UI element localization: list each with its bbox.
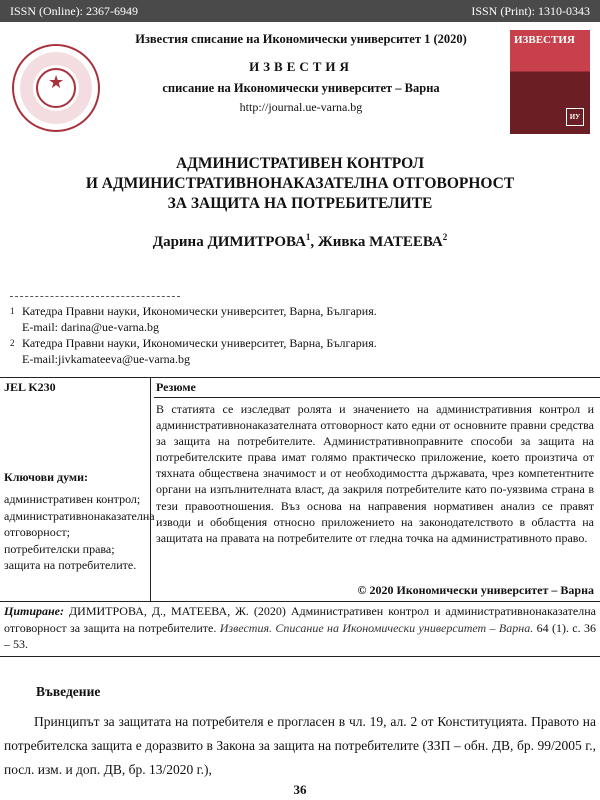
journal-line: Известия списание на Икономически университет 1 (2020) bbox=[135, 32, 467, 46]
rule-resume bbox=[154, 397, 600, 398]
intro-paragraph: Принципът за защитата на потребителя е прогласен в чл. 19, ал. 2 от Конституцията. Правото на потребителска защита е доразвито в Закона за защита на потребителите (ЗЗП – обн. ДВ, бр. 99/2005 г., посл. изм. и доп. ДВ, бр. 13/2020 г.), bbox=[4, 714, 596, 777]
footnote-email[interactable]: E-mail:jivkamateeva@ue-varna.bg bbox=[22, 352, 190, 366]
resume-column bbox=[156, 380, 594, 395]
footnote-number: 1 bbox=[10, 306, 15, 316]
title-line-1: АДМИНИСТРАТИВЕН КОНТРОЛ bbox=[175, 155, 425, 172]
journal-cover-icon bbox=[510, 30, 590, 134]
footnote-2 bbox=[10, 335, 590, 367]
cover-title: ИЗВЕСТИЯ bbox=[514, 34, 575, 46]
authors bbox=[0, 232, 600, 251]
citation-text: ДИМИТРОВА, Д., МАТЕЕВА, Ж. (2020) Административен контрол и административнонаказателна отговорност за защита на потребителите. bbox=[4, 604, 596, 635]
title-line-2: И АДМИНИСТРАТИВНОНАКАЗАТЕЛНА ОТГОВОРНОСТ bbox=[85, 175, 515, 192]
column-divider bbox=[150, 377, 151, 602]
journal-info bbox=[112, 30, 490, 115]
rule-citation bbox=[0, 601, 600, 602]
journal-subtitle: списание на Икономически университет – Варна bbox=[162, 81, 440, 95]
footnote-number: 2 bbox=[10, 338, 15, 348]
keywords-heading: Ключови думи: bbox=[4, 470, 89, 484]
article-title bbox=[0, 154, 600, 214]
author-separator: , bbox=[310, 234, 318, 250]
author-2-sup: 2 bbox=[442, 232, 448, 242]
footnote-email[interactable]: E-mail: darina@ue-varna.bg bbox=[22, 320, 159, 334]
title-line-3: ЗА ЗАЩИТА НА ПОТРЕБИТЕЛИТЕ bbox=[167, 195, 433, 212]
issn-online: ISSN (Online): 2367-6949 bbox=[10, 3, 138, 18]
footnote-affiliation: Катедра Правни науки, Икономически университет, Варна, България. bbox=[22, 336, 377, 350]
resume-heading: Резюме bbox=[156, 380, 196, 394]
jel-column bbox=[0, 380, 148, 395]
footnote-affiliation: Катедра Правни науки, Икономически университет, Варна, България. bbox=[22, 304, 377, 318]
journal-header bbox=[0, 22, 600, 130]
abstract-text: В статията се изследват ролята и значението на административния контрол и административнонаказателната отговорност като едни от основните правни средства за защита на потребителите. Административноправните способи за защита на потребителските права имат голямо практическо приложение, което произтича от тяхната обществена значимост и от необходимостта държавата, чрез компетентните органи на изпълнителната власт, да закриля потребителите като по-уязвима страна в тези правоотношения. Въз основа на направения нормативен анализ се правят изводи и обобщения относно приложението на законодателството в областта на защитата на правата на потребителите от гледна точка на административното право. bbox=[156, 402, 594, 545]
citation-tail: 64 (1). с. 36 – 53. bbox=[4, 620, 596, 651]
jel-code: JEL K230 bbox=[4, 380, 56, 394]
journal-url[interactable]: http://journal.ue-varna.bg bbox=[239, 100, 363, 114]
rule-bottom bbox=[0, 656, 600, 657]
copyright: © 2020 Икономически университет – Варна bbox=[357, 583, 594, 597]
rule-top bbox=[0, 377, 600, 378]
author-1: Дарина ДИМИТРОВА bbox=[152, 234, 306, 250]
citation-label: Цитиране: bbox=[4, 604, 64, 618]
issn-bar bbox=[0, 0, 600, 22]
keywords-text: административен контрол; административнонаказателна отговорност; потребителски права; защита на потребителите. bbox=[4, 492, 155, 572]
university-logo-icon bbox=[12, 44, 100, 132]
footnote-1 bbox=[10, 303, 590, 335]
logo-star-icon: ★ bbox=[48, 72, 65, 92]
cover-badge: ИУ bbox=[566, 108, 584, 126]
author-1-sup: 1 bbox=[305, 232, 311, 242]
footnote-separator bbox=[10, 296, 180, 297]
intro-heading: Въведение bbox=[36, 684, 101, 699]
citation-journal: Известия. Списание на Икономически университет – Варна. bbox=[219, 620, 534, 635]
footnotes bbox=[10, 303, 590, 367]
issn-print: ISSN (Print): 1310-0343 bbox=[471, 3, 590, 18]
author-2: Живка МАТЕЕВА bbox=[317, 234, 443, 250]
page-number: 36 bbox=[293, 782, 307, 797]
citation bbox=[4, 603, 596, 653]
journal-name: ИЗВЕСТИЯ bbox=[249, 59, 353, 74]
